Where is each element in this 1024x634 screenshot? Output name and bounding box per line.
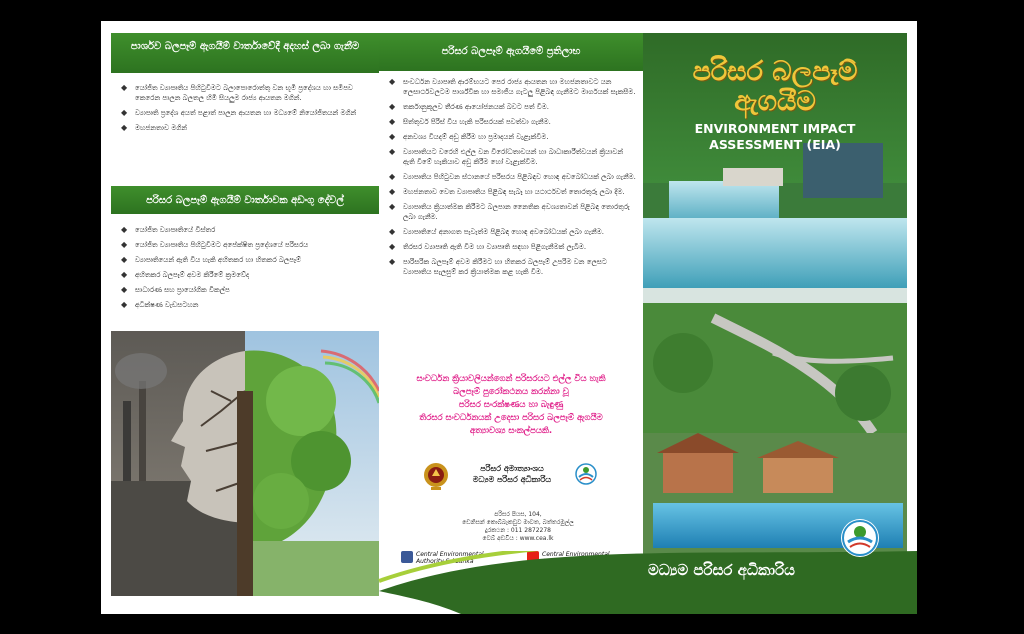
- cover-title-english: [643, 121, 907, 153]
- address-line: ඩෙනිසන් කොබ්බෑකඩුව මාවත, බත්තරමුල්ල: [462, 519, 574, 526]
- list-item: ◆ මහජනතාව මගින්: [117, 123, 373, 133]
- cover-title-sinhala: [643, 57, 907, 117]
- list-item: ◆ අනවශ්‍ය වියදම් අඩු කිරීම හා ප්‍රමාදයන් වැළැක්වීම.: [385, 132, 637, 142]
- address-line: පරිසර පියස, 104,: [494, 511, 542, 518]
- list-item: ◆ යෝජිත ව්‍යාපෘතියේ විස්තර: [117, 225, 373, 235]
- list-report-contents: [117, 225, 373, 315]
- heading-benefits: [379, 33, 643, 71]
- facebook-label-line: Central Environmental: [416, 551, 484, 558]
- slogan-line: සංවර්ධන ක්‍රියාවලියන්ගෙන් පරිසරයට එල්ල විය හැකි: [416, 374, 606, 384]
- list-item: ◆ යෝජිත ව්‍යාපෘතිය පිහිටුවීමට අපේක්ෂිත ප්‍රදේශයේ පරිසරය: [117, 240, 373, 250]
- list-item: ◆ ව්‍යාපෘතියේ අනාගත පැවැත්ම පිළිබඳ හොඳ අවබෝධයක් ලබා ගැනීම.: [385, 227, 637, 237]
- heading-public-comments: [111, 33, 379, 73]
- slogan-line: තිරසර සංවර්ධනයක් උදෙසා පරිසර බලපෑම් ඇගයීම: [419, 413, 603, 423]
- authority-name: මධ්‍යම පරිසර අධිකාරිය: [472, 475, 552, 484]
- list-item: ◆ ව්‍යාපෘති ප්‍රදේශ අයත් පළාත් පාලන ආයතන හා මධ්‍යමේ නියෝජිතයන් මගින්: [117, 108, 373, 118]
- list-item: ◆ අධීක්ෂණ වැඩසටහන: [117, 300, 373, 310]
- contact-address: [443, 511, 593, 543]
- heading-text: පරිසර බලපෑම් ඇගයීම් වාර්තාවක අඩංගු දේවල්: [146, 195, 344, 206]
- list-benefits: [385, 77, 637, 282]
- list-item: ◆ පාරිසරික බලපෑම් අවම කිරීමට හා හිතකර බලපෑම් උපරිම වන ලෙසට ව්‍යාපෘතිය සැලසුම් කර ක්‍රියාත්මක කළ හැකි වීම.: [385, 257, 637, 277]
- slogan-line: අත්‍යාවශ්‍ය සංකල්පයකි.: [469, 426, 553, 436]
- list-item: ◆ ව්‍යාපෘතියට වරෙහි එල්ල වන විරෝධතාවයන් හා බාධාකාරීත්වයන් ක්‍රියාවන් ඇති වීමේ හැකියාව අඩු කිරීම හෝ වැළැක්වීම.: [385, 147, 637, 167]
- list-item: ◆ මහජනතාව වෙත ව්‍යාපෘතිය පිළිබඳ සැබෑ හා යථාර්ථවත් තොරතුරු ලබා දීම.: [385, 187, 637, 197]
- brochure-sheet: [101, 21, 917, 614]
- cea-logo-icon: [575, 463, 597, 485]
- slogan-line: බලපෑම් පුරෝකථනය කරන්නා වූ: [453, 387, 569, 397]
- list-item: ◆ ව්‍යාපෘතියෙන් ඇති විය හැකි අහිතකර හා හිතකර බලපෑම්: [117, 255, 373, 265]
- slogan-line: පරිසර සංරක්ෂණය හා බැඳුණු: [458, 400, 564, 410]
- list-item: ◆ ව්‍යාපෘතිය පිහිටුවන ස්ථානයේ පරිසරය පිළිබඳව හොඳ අවබෝධයක් ලබා ගැනීම.: [385, 172, 637, 182]
- list-public-comments: [117, 83, 373, 138]
- panel-cover: [643, 33, 907, 573]
- heading-text: පරිසර බලපෑම් ඇගයීමේ ප්‍රතිලාභ: [441, 46, 581, 57]
- list-item: ◆ තිරසර ව්‍යාපෘති ඇති වීම හා ව්‍යාපෘති සඳහා පිළිගැනීමක් ලැබීම.: [385, 242, 637, 252]
- heading-text: පාර්ශව බලපෑම් ඇගයීම් වාර්තාවේදී අදහස් ලබා ගැනීම: [130, 41, 360, 52]
- phone-number: දුරකථන : 011 2872278: [484, 527, 551, 534]
- youtube-label-line: Central Environmental: [542, 551, 610, 558]
- list-item: ◆ තර්කානුකූලව තීරණ ආයෝජනයක් බවට පත් වීම.: [385, 102, 637, 112]
- agency-name: [457, 463, 567, 485]
- cover-title-line: ENVIRONMENT IMPACT: [694, 121, 856, 136]
- heading-report-contents: [111, 186, 379, 214]
- list-item: ◆ සාධාරණ සහ ප්‍රායෝගික විකල්ප: [117, 285, 373, 295]
- list-item: ◆ අහිතකර බලපෑම් අවම කිරීමේ ක්‍රමවේද: [117, 270, 373, 280]
- list-item: ◆ සංවර්ධන ව්‍යාපෘති ආරම්භයට පෙර රාජ්‍ය ආයතන හා මහජනතාවට යන ලෙසාර්ථවලටම පාර්ශ්වික හා සමාජීය ගැටලු පිළිබඳ ගැනීමට මාර්ගයක් සැකසීම.: [385, 77, 637, 97]
- website[interactable]: වෙබ් අඩවිය : www.cea.lk: [482, 535, 554, 542]
- list-item: ◆ යෝජිත ව්‍යාපෘතිය පිහිටුවීමට බලාපොරොත්තු වන භූමි ප්‍රදේශය හා සමීපව කෙරෙන පාලන බලතල හිමි සියලුම රාජ්‍ය ආයතන මගින්.: [117, 83, 373, 103]
- list-item: ◆ ව්‍යාපෘතිය ක්‍රියාත්මක කිරීමට බලපාන නෛතික අවශ්‍යතාවන් පිළිබඳ තොරතුරු ලබා ගැනීම.: [385, 202, 637, 222]
- cea-logo-large-icon: [841, 519, 879, 557]
- cover-authority-name: මධ්‍යම පරිසර අධිකාරිය: [648, 561, 795, 579]
- cover-title-line: ඇගයීම: [734, 86, 816, 117]
- cover-title-line: පරිසර බලපෑම්: [692, 56, 858, 87]
- facebook-label-line: Authority Sri Lanka: [416, 558, 474, 565]
- sri-lanka-emblem-icon: [423, 461, 449, 491]
- panel-middle: [379, 33, 643, 593]
- list-item: ◆ සිත්තුවර් පිරිස් විය හැකි පරිසරයක් පවත්වා ගැනීම.: [385, 117, 637, 127]
- cover-title-line: ASSESSMENT (EIA): [709, 137, 841, 152]
- ministry-name: පරිසර අමාත්‍යාංශය: [480, 464, 544, 473]
- slogan-text: [389, 373, 633, 438]
